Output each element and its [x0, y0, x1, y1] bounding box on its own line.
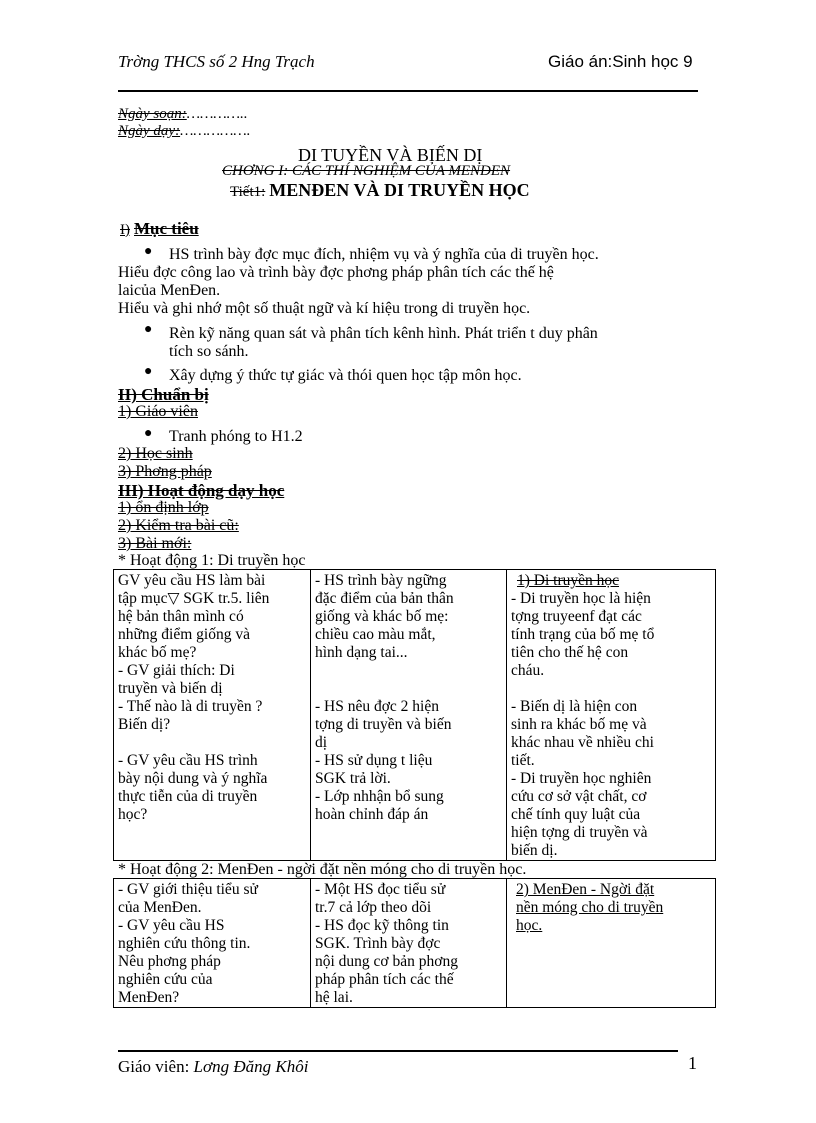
cell-line: tập mục▽ SGK tr.5. liên: [118, 590, 270, 607]
bullet-icon: ●: [144, 244, 153, 259]
section3-sub2: 2) Kiểm tra bài cũ:: [118, 517, 239, 534]
cell-line: hiện tợng di truyền và: [511, 824, 648, 841]
section2-sub1: 1) Giáo viên: [118, 403, 198, 420]
cell-line: - GV giải thích: Di: [118, 662, 235, 679]
content-cell: [507, 879, 716, 1008]
cell-line: - HS đọc kỹ thông tin: [315, 917, 449, 934]
cell-line: khác nhau về nhiều chi: [511, 734, 654, 751]
cell-line: - Di truyền học nghiên: [511, 770, 652, 787]
cell-line: biến dị.: [511, 842, 558, 859]
cell-line: MenĐen?: [118, 989, 180, 1006]
cell-line: Biến dị?: [118, 716, 171, 733]
lesson-prefix: Tiết1:: [230, 184, 266, 200]
ngay-day-label: Ngày dạy:: [118, 123, 181, 139]
cell-line: pháp phân tích các thế: [315, 971, 454, 988]
cell-line: [315, 680, 503, 698]
cell-line: hệ lai.: [315, 989, 353, 1006]
cell-line: tiết.: [511, 752, 535, 769]
cell-line: - Một HS đọc tiểu sử: [315, 881, 446, 898]
footer-teacher-label: Giáo viên:: [118, 1057, 190, 1076]
teacher-activity-cell: [114, 570, 311, 861]
cell-line: tính trạng của bố mẹ tổ: [511, 626, 655, 643]
cell-line: nội dung cơ bản phơng: [315, 953, 458, 970]
section3-sub1: 1) ổn định lớp: [118, 499, 209, 516]
section1-heading: [120, 219, 199, 239]
student-activity-cell: [311, 570, 507, 861]
cell-line: khác bố mẹ?: [118, 644, 197, 661]
cell-line: hệ bản thân mình có: [118, 608, 244, 625]
cell-line: - Lớp nhhận bổ sung: [315, 788, 444, 805]
cell-line: hoàn chỉnh đáp án: [315, 806, 429, 823]
cell-line: tiên cho thế hệ con: [511, 644, 629, 661]
cell-line: 2) MenĐen - Ngời đặt: [516, 881, 655, 898]
cell-line: SGK trả lời.: [315, 770, 391, 787]
cell-line: - HS nêu đợc 2 hiện: [315, 698, 439, 715]
ngay-soan-label: Ngày soạn:: [118, 106, 187, 122]
ngay-soan: [118, 106, 248, 123]
ngay-day: [118, 123, 251, 140]
section3-sub3: 3) Bài mới:: [118, 535, 192, 552]
objective-2: Hiểu đợc công lao và trình bày đợc phơng pháp phân tích các thế hệ: [118, 264, 554, 281]
ngay-soan-dots: …………..: [186, 106, 248, 122]
objective-1: HS trình bày đợc mục đích, nhiệm vụ và ý nghĩa của di truyền học.: [169, 246, 599, 263]
cell-line: nghiên cứu thông tin.: [118, 935, 251, 952]
objective-3: laicủa MenĐen.: [118, 282, 221, 299]
cell-line: đặc điểm của bản thân: [315, 590, 454, 607]
cell-line: chế tính quy luật của: [511, 806, 641, 823]
footer-teacher-name: Lơng Đăng Khôi: [193, 1057, 309, 1076]
cell-line: nền móng cho di truyền: [516, 899, 664, 916]
cell-line: truyền và biến dị: [118, 680, 223, 697]
cell-line: [315, 662, 503, 680]
section1-number: I): [120, 222, 130, 238]
section2-bullet: Tranh phóng to H1.2: [169, 428, 303, 445]
cell-line: nghiên cứu của: [118, 971, 213, 988]
lesson-name: MENĐEN VÀ DI TRUYỀN HỌC: [269, 180, 530, 200]
cell-line: thực tiễn của di truyền: [118, 788, 258, 805]
cell-line: SGK. Trình bày đợc: [315, 935, 441, 952]
page-number: 1: [688, 1053, 697, 1073]
bullet-icon: ●: [144, 364, 153, 379]
cell-line: - Thế nào là di truyền ?: [118, 698, 263, 715]
objective-5: Rèn kỹ năng quan sát và phân tích kênh hình. Phát triển t duy phân: [169, 325, 598, 342]
header-subject: Giáo án:Sinh học 9: [548, 52, 693, 71]
cell-line: tợng di truyền và biến: [315, 716, 452, 733]
cell-line: những điểm giống và: [118, 626, 250, 643]
header-rule: [118, 90, 698, 92]
cell-line: học?: [118, 806, 148, 823]
page-title: DI TUYỀN VÀ BIẾN DỊ: [298, 145, 483, 165]
cell-line: - HS trình bày ngững: [315, 572, 447, 589]
activity-1-heading: * Hoạt động 1: Di truyền học: [118, 552, 306, 569]
section3-heading: III) Hoạt động dạy học: [118, 481, 285, 500]
cell-line: - GV giới thiệu tiểu sử: [118, 881, 258, 898]
lesson-title: [230, 180, 530, 201]
activity-2-heading: * Hoạt động 2: MenĐen - ngời đặt nền móng cho di truyền học.: [118, 861, 527, 878]
cell-line: học.: [516, 917, 543, 934]
objective-7: Xây dựng ý thức tự giác và thói quen học tập môn học.: [169, 367, 522, 384]
cell-line: [511, 680, 712, 698]
cell-line: - GV yêu cầu HS trình: [118, 752, 258, 769]
cell-line: hình dạng tai...: [315, 644, 408, 661]
objective-4: Hiểu và ghi nhớ một số thuật ngữ và kí hiệu trong di truyền học.: [118, 300, 531, 317]
ngay-day-dots: …………….: [180, 123, 251, 139]
bullet-icon: ●: [144, 426, 153, 441]
cell-line: Nêu phơng pháp: [118, 953, 221, 970]
objective-6: tích so sánh.: [169, 343, 249, 360]
cell-line: sinh ra khác bố mẹ và: [511, 716, 647, 733]
content-cell: [507, 570, 716, 861]
cell-line: tr.7 cả lớp theo dõi: [315, 899, 432, 916]
cell-line: tợng truyeenf đạt các: [511, 608, 642, 625]
table1-heading: 1) Di truyền học: [517, 572, 620, 589]
bullet-icon: ●: [144, 322, 153, 337]
cell-line: giống và khác bố mẹ:: [315, 608, 449, 625]
cell-line: cháu.: [511, 662, 545, 679]
section1-title: Mục tiêu: [134, 219, 199, 238]
footer-rule: [118, 1050, 678, 1052]
cell-line: - Biến dị là hiện con: [511, 698, 638, 715]
section2-sub2: 2) Học sinh: [118, 445, 193, 462]
cell-line: - HS sử dụng t liệu: [315, 752, 433, 769]
cell-line: bày nội dung và ý nghĩa: [118, 770, 268, 787]
cell-line: GV yêu cầu HS làm bài: [118, 572, 266, 589]
cell-line: dị: [315, 734, 328, 751]
section2-sub3: 3) Phơng pháp: [118, 463, 212, 480]
chapter-title: CHƠNG I: CÁC THÍ NGHIỆM CỦA MENĐEN: [222, 163, 511, 179]
cell-line: cứu cơ sở vật chất, cơ: [511, 788, 647, 805]
section2-heading: II) Chuẩn bị: [118, 385, 209, 404]
activity-2-table: [113, 878, 716, 1008]
cell-line: của MenĐen.: [118, 899, 202, 916]
cell-line: [118, 734, 307, 752]
student-activity-cell: [311, 879, 507, 1008]
cell-line: chiều cao màu mắt,: [315, 626, 436, 643]
activity-1-table: [113, 569, 716, 861]
cell-line: - GV yêu cầu HS: [118, 917, 225, 934]
cell-line: - Di truyền học là hiện: [511, 590, 651, 607]
header-school: Trờng THCS số 2 Hng Trạch: [118, 52, 315, 71]
footer-teacher: [118, 1057, 308, 1077]
teacher-activity-cell: [114, 879, 311, 1008]
